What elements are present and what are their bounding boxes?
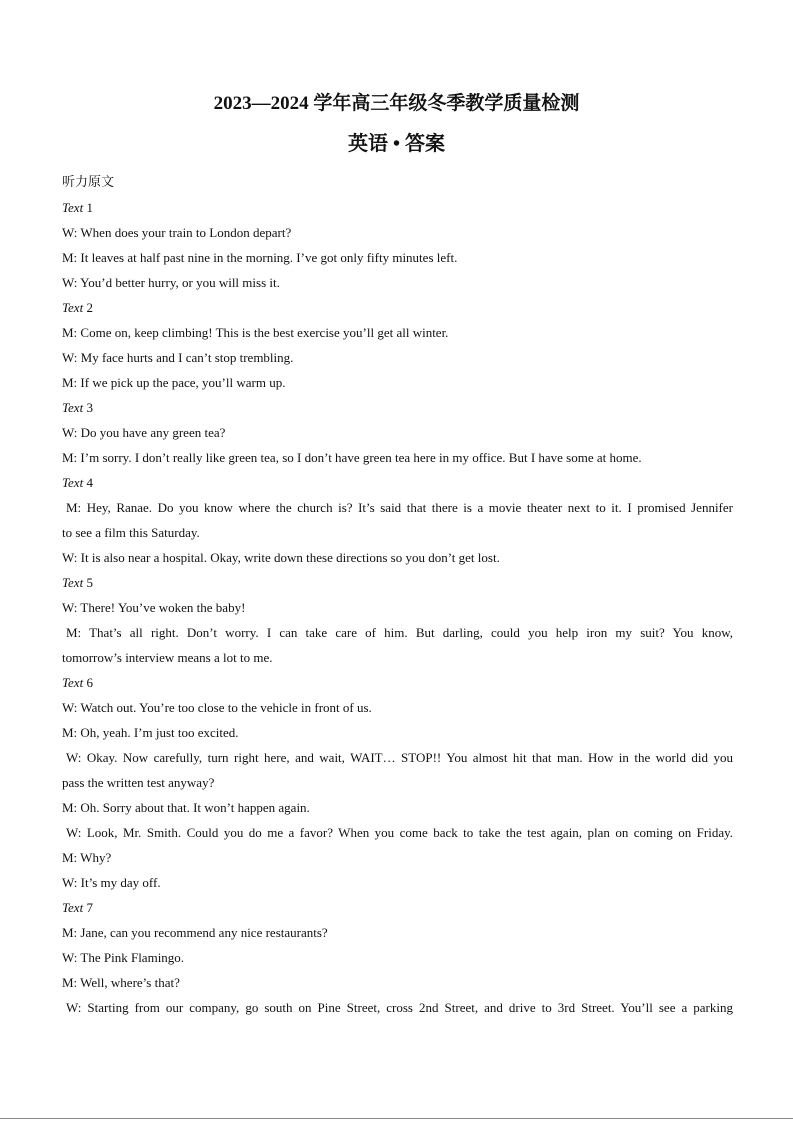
transcript-line: W: It is also near a hospital. Okay, write down these directions so you don’t get lost. — [62, 550, 500, 565]
text-label: Text — [62, 475, 84, 490]
transcript-line: M: Hey, Ranae. Do you know where the church is? It’s said that there is a movie theater next to it. I promised Jennifer — [66, 500, 733, 515]
transcript-line: M: It leaves at half past nine in the morning. I’ve got only fifty minutes left. — [62, 250, 458, 265]
transcript-line: M: Why? — [62, 850, 112, 865]
transcript-line: M: If we pick up the pace, you’ll warm up. — [62, 375, 286, 390]
text-number: 5 — [83, 575, 93, 590]
text-label: Text — [62, 400, 84, 415]
text-heading — [62, 195, 733, 220]
transcript-line: W: When does your train to London depart? — [62, 225, 292, 240]
transcript-line: W: There! You’ve woken the baby! — [62, 600, 246, 615]
document-subtitle: 英语 • 答案 — [347, 133, 445, 155]
transcript-line: M: Well, where’s that? — [62, 975, 180, 990]
transcript-line: M: Oh. Sorry about that. It won’t happen again. — [62, 800, 310, 815]
text-label: Text — [62, 900, 84, 915]
text-label: Text — [62, 575, 84, 590]
text-label: Text — [62, 675, 84, 690]
transcript-line: W: My face hurts and I can’t stop trembling. — [62, 350, 294, 365]
text-label: Text — [62, 300, 84, 315]
text-heading — [62, 670, 733, 695]
transcript-line: to see a film this Saturday. — [62, 525, 200, 540]
text-number: 4 — [83, 475, 93, 490]
transcript-line: W: Okay. Now carefully, turn right here, and wait, WAIT… STOP!! You almost hit that man. How in the world did you — [66, 750, 733, 765]
transcript-line: W: Look, Mr. Smith. Could you do me a favor? When you come back to take the test again, plan on coming on Friday. — [66, 825, 733, 840]
transcript-line: W: You’d better hurry, or you will miss it. — [62, 275, 280, 290]
transcript-line: tomorrow’s interview means a lot to me. — [62, 650, 273, 665]
transcript-line: M: Come on, keep climbing! This is the best exercise you’ll get all winter. — [62, 325, 449, 340]
text-number: 3 — [83, 400, 93, 415]
transcript-line: M: Jane, can you recommend any nice restaurants? — [62, 925, 328, 940]
text-number: 7 — [83, 900, 93, 915]
section-title: 听力原文 — [62, 175, 115, 190]
text-heading — [62, 895, 733, 920]
text-heading — [62, 395, 733, 420]
transcript-line: M: I’m sorry. I don’t really like green tea, so I don’t have green tea here in my office. But I have some at home. — [62, 450, 642, 465]
text-heading — [62, 295, 733, 320]
text-number: 2 — [83, 300, 93, 315]
text-label: Text — [62, 200, 84, 215]
transcript-line: W: The Pink Flamingo. — [62, 950, 185, 965]
transcript-line: M: Oh, yeah. I’m just too excited. — [62, 725, 239, 740]
transcript-line: W: Starting from our company, go south on Pine Street, cross 2nd Street, and drive to 3rd Street. You’ll see a parking — [66, 1000, 733, 1015]
transcript-line: W: It’s my day off. — [62, 875, 161, 890]
page-bottom-rule — [0, 1118, 793, 1119]
text-heading — [62, 470, 733, 495]
document-title: 2023—2024 学年高三年级冬季教学质量检测 — [213, 93, 580, 114]
transcript-body — [62, 195, 733, 1020]
transcript-line: W: Do you have any green tea? — [62, 425, 226, 440]
transcript-line: M: That’s all right. Don’t worry. I can take care of him. But darling, could you help iron my suit? You know, — [66, 625, 733, 640]
text-number: 1 — [83, 200, 93, 215]
transcript-line: W: Watch out. You’re too close to the vehicle in front of us. — [62, 700, 372, 715]
text-number: 6 — [83, 675, 93, 690]
text-heading — [62, 570, 733, 595]
transcript-line: pass the written test anyway? — [62, 775, 215, 790]
